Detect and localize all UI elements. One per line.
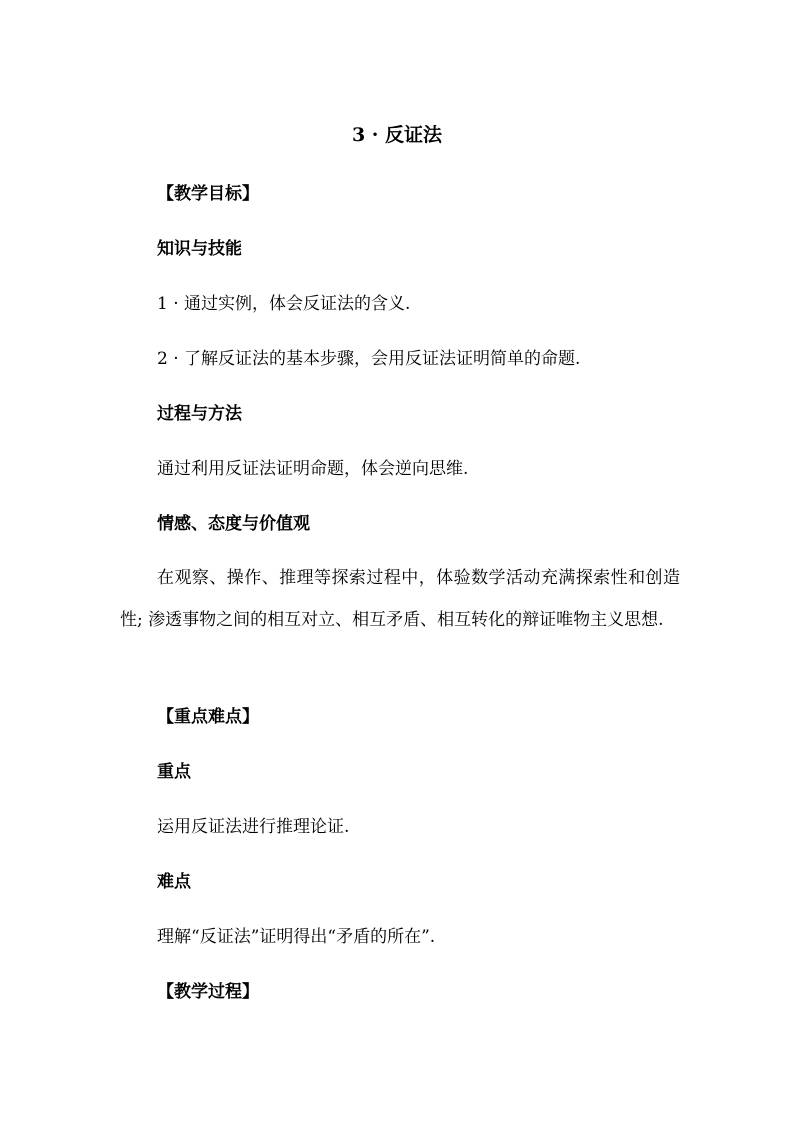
- section-heading-teaching-process: 【教学过程】: [157, 982, 259, 1002]
- subheading-process-methods: 过程与方法: [157, 404, 242, 424]
- subheading-difficulty: 难点: [157, 872, 191, 892]
- process-text: 通过利用反证法证明命题，体会逆向思维.: [157, 459, 469, 479]
- section-heading-teaching-goals: 【教学目标】: [157, 184, 259, 204]
- difficulty-text: 理解“反证法”证明得出“矛盾的所在”.: [157, 927, 436, 947]
- subheading-focus: 重点: [157, 762, 191, 782]
- subheading-knowledge-skills: 知识与技能: [157, 239, 242, 259]
- knowledge-item-2: 2 · 了解反证法的基本步骤，会用反证法证明简单的命题.: [157, 349, 581, 369]
- subheading-emotion-values: 情感、态度与价值观: [157, 514, 310, 534]
- knowledge-item-1: 1 · 通过实例，体会反证法的含义.: [157, 294, 411, 314]
- emotion-text: 在观察、操作、推理等探索过程中，体验数学活动充满探索性和创造性; 渗透事物之间的相互对立、相互矛盾、相互转化的辩证唯物主义思想.: [120, 568, 680, 630]
- document-title: 3 · 反证法: [351, 124, 443, 146]
- focus-text: 运用反证法进行推理论证.: [157, 817, 350, 837]
- section-heading-key-points: 【重点难点】: [157, 707, 259, 727]
